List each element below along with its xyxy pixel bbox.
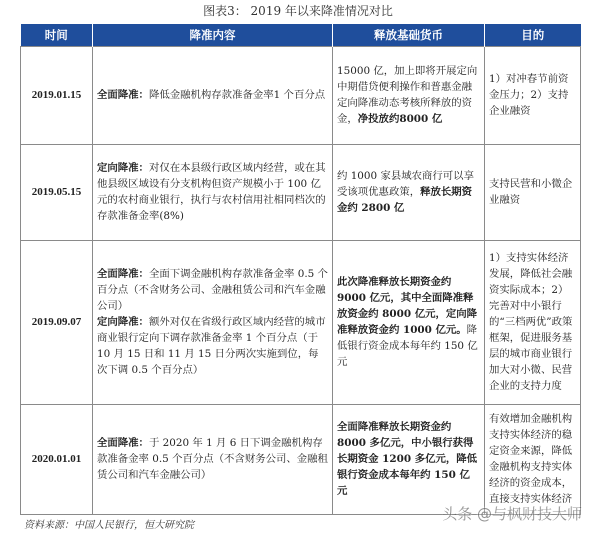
header-content: 降准内容 — [93, 24, 333, 46]
content-label: 定向降准： — [97, 162, 149, 174]
row-release — [333, 240, 485, 404]
release-text: 约 1000 家县域农商行可以享受该项优惠政策， — [337, 170, 474, 198]
row-release — [333, 144, 485, 240]
table-caption: 图表3： 2019 年以来降准情况对比 — [203, 4, 393, 18]
row-release — [333, 46, 485, 144]
header-release: 释放基础货币 — [333, 24, 485, 46]
watermark: 头条 @与枫财技大师 — [442, 505, 582, 523]
release-text: 降低银行资金成本每年约 150 亿元 — [337, 324, 478, 368]
row-date: 2019.09.07 — [21, 240, 93, 404]
row-date: 2020.01.01 — [21, 404, 93, 514]
release-bold: 此次降准释放长期资金约 9000 亿元，其中全面降准释放资金约 8000 亿元，定向降准释放资金约 1000 亿元。 — [337, 276, 478, 336]
row-purpose: 有效增加金融机构支持实体经济的稳定资金来源，降低金融机构支持实体经济的资金成本，直接支持实体经济 — [485, 404, 581, 514]
release-bold: 释放长期资金约 2800 亿 — [337, 186, 473, 214]
row-purpose: 1）对冲春节前资金压力；2）支持企业融资 — [485, 46, 581, 144]
table-header-row — [21, 24, 581, 46]
table-row — [21, 404, 581, 514]
row-date: 2019.01.15 — [21, 46, 93, 144]
source-note: 资料来源：中国人民银行，恒大研究院 — [24, 520, 194, 531]
row-content — [93, 404, 333, 514]
content-label: 全面降准： — [97, 268, 149, 280]
header-purpose: 目的 — [485, 24, 581, 46]
content-label: 全面降准： — [97, 89, 149, 101]
table-row — [21, 144, 581, 240]
table-row — [21, 46, 581, 144]
release-bold: 净投放约8000 亿 — [357, 113, 443, 125]
content-text: 全面下调金融机构存款准备金率 0.5 个百分点（不含财务公司、金融租赁公司和汽车金融公司） — [97, 268, 328, 312]
content-text: 对仅在本县级行政区域内经营，或在其他县级区域设有分支机构但资产规模小于 100 亿元的农村商业银行，执行与农村信用社相同档次的存款准备金率(8%) — [97, 162, 326, 222]
content-text: 额外对仅在省级行政区域内经营的城市商业银行定向下调存款准备金率 1 个百分点（于 10 月 15 日和 11 月 15 日分两次实施到位，每次下调 0.5 个百分点） — [97, 316, 326, 376]
row-content — [93, 46, 333, 144]
content-text: 降低金融机构存款准备金率1 个百分点 — [148, 89, 326, 101]
content-label: 定向降准： — [97, 316, 149, 328]
row-release — [333, 404, 485, 514]
row-date: 2019.05.15 — [21, 144, 93, 240]
rrr-cut-table — [20, 24, 581, 515]
row-purpose: 1）支持实体经济发展，降低社会融资实际成本；2）完善对中小银行的“三档两优”政策框架，促进服务基层的城市商业银行加大对小微、民营企业的支持力度 — [485, 240, 581, 404]
header-time: 时间 — [21, 24, 93, 46]
row-content — [93, 240, 333, 404]
content-label: 全面降准： — [97, 437, 149, 449]
row-purpose: 支持民营和小微企业融资 — [485, 144, 581, 240]
row-content — [93, 144, 333, 240]
release-bold: 全面降准释放长期资金约 8000 多亿元，中小银行获得长期资金 1200 多亿元，降低银行资金成本每年约 150 亿元 — [337, 421, 478, 497]
release-text: 15000 亿，加上即将开展定向中期借贷便利操作和普惠金融定向降准动态考核所释放的资金， — [337, 65, 478, 125]
content-text: 于 2020 年 1 月 6 日下调金融机构存款准备金率 0.5 个百分点（不含财务公司、金融租赁公司和汽车金融公司） — [97, 437, 328, 481]
table-row — [21, 240, 581, 404]
